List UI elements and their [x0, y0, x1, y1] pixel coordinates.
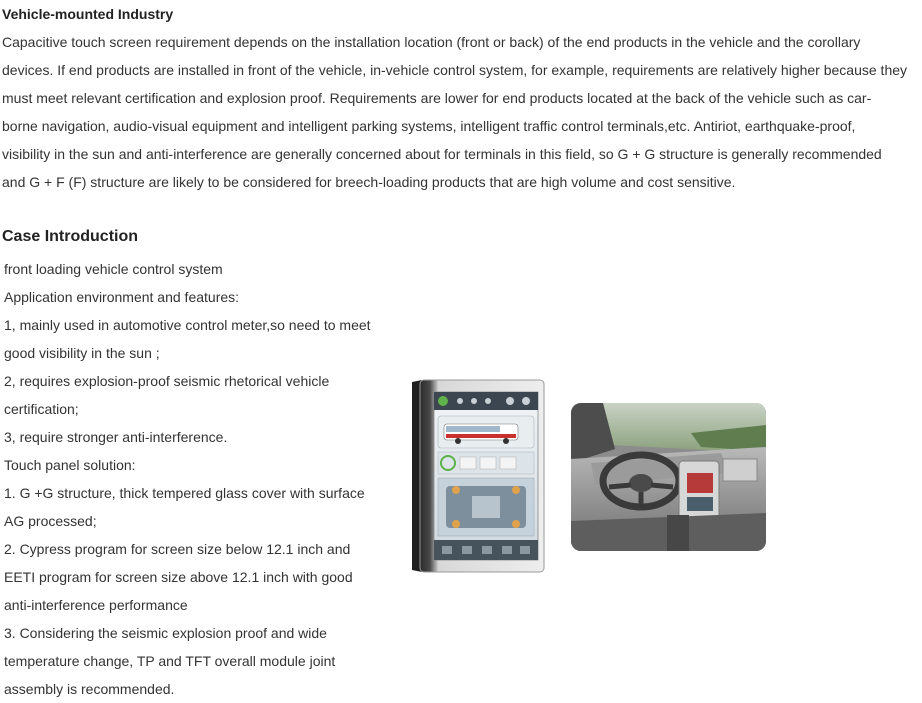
- vehicle-control-tablet-image: [410, 378, 546, 574]
- case-line: 3. Considering the seismic explosion proof and wide: [4, 625, 327, 641]
- tablet-illustration: [410, 378, 546, 574]
- paragraph-line: and G + F (F) structure are likely to be considered for breech-loading products that are high volume and cost sensitive.: [2, 174, 736, 190]
- vehicle-dashboard-photo: [571, 403, 766, 551]
- case-line: Application environment and features:: [4, 289, 240, 305]
- case-line: Touch panel solution:: [4, 457, 136, 473]
- paragraph-line: borne navigation, audio-visual equipment and intelligent parking systems, intelligent traffic control terminals,etc. Antiriot, earthquake-proof,: [2, 118, 856, 134]
- case-line: 3, require stronger anti-interference.: [4, 429, 228, 445]
- intro-paragraph: [2, 28, 920, 196]
- case-line: temperature change, TP and TFT overall module joint: [4, 653, 336, 669]
- dashboard-illustration: [571, 403, 766, 551]
- case-line: 2. Cypress program for screen size below 12.1 inch and: [4, 541, 351, 557]
- case-line: 1. G +G structure, thick tempered glass cover with surface: [4, 485, 365, 501]
- case-line: 1, mainly used in automotive control meter,so need to meet: [4, 317, 371, 333]
- case-line: 2, requires explosion-proof seismic rhetorical vehicle: [4, 373, 330, 389]
- paragraph-line: must meet relevant certification and explosion proof. Requirements are lower for end products located at the back of the vehicle such as car-: [2, 90, 872, 106]
- paragraph-line: devices. If end products are installed in front of the vehicle, in-vehicle control system, for example, requirements are relatively higher because they: [2, 62, 908, 78]
- section-title-case-introduction: Case Introduction: [2, 228, 139, 245]
- case-line: front loading vehicle control system: [4, 261, 223, 277]
- case-description: [4, 255, 404, 703]
- case-line: EETI program for screen size above 12.1 inch with good: [4, 569, 353, 585]
- section-title-vehicle-mounted: Vehicle-mounted Industry: [2, 6, 174, 22]
- case-line: certification;: [4, 401, 79, 417]
- paragraph-line: visibility in the sun and anti-interference are generally concerned about for terminals in this field, so G + G structure is generally recommended: [2, 146, 882, 162]
- case-line: anti-interference performance: [4, 597, 188, 613]
- case-line: AG processed;: [4, 513, 97, 529]
- case-line: assembly is recommended.: [4, 681, 175, 697]
- case-line: good visibility in the sun ;: [4, 345, 160, 361]
- paragraph-line: Capacitive touch screen requirement depends on the installation location (front or back) of the end products in the vehicle and the corollary: [2, 34, 861, 50]
